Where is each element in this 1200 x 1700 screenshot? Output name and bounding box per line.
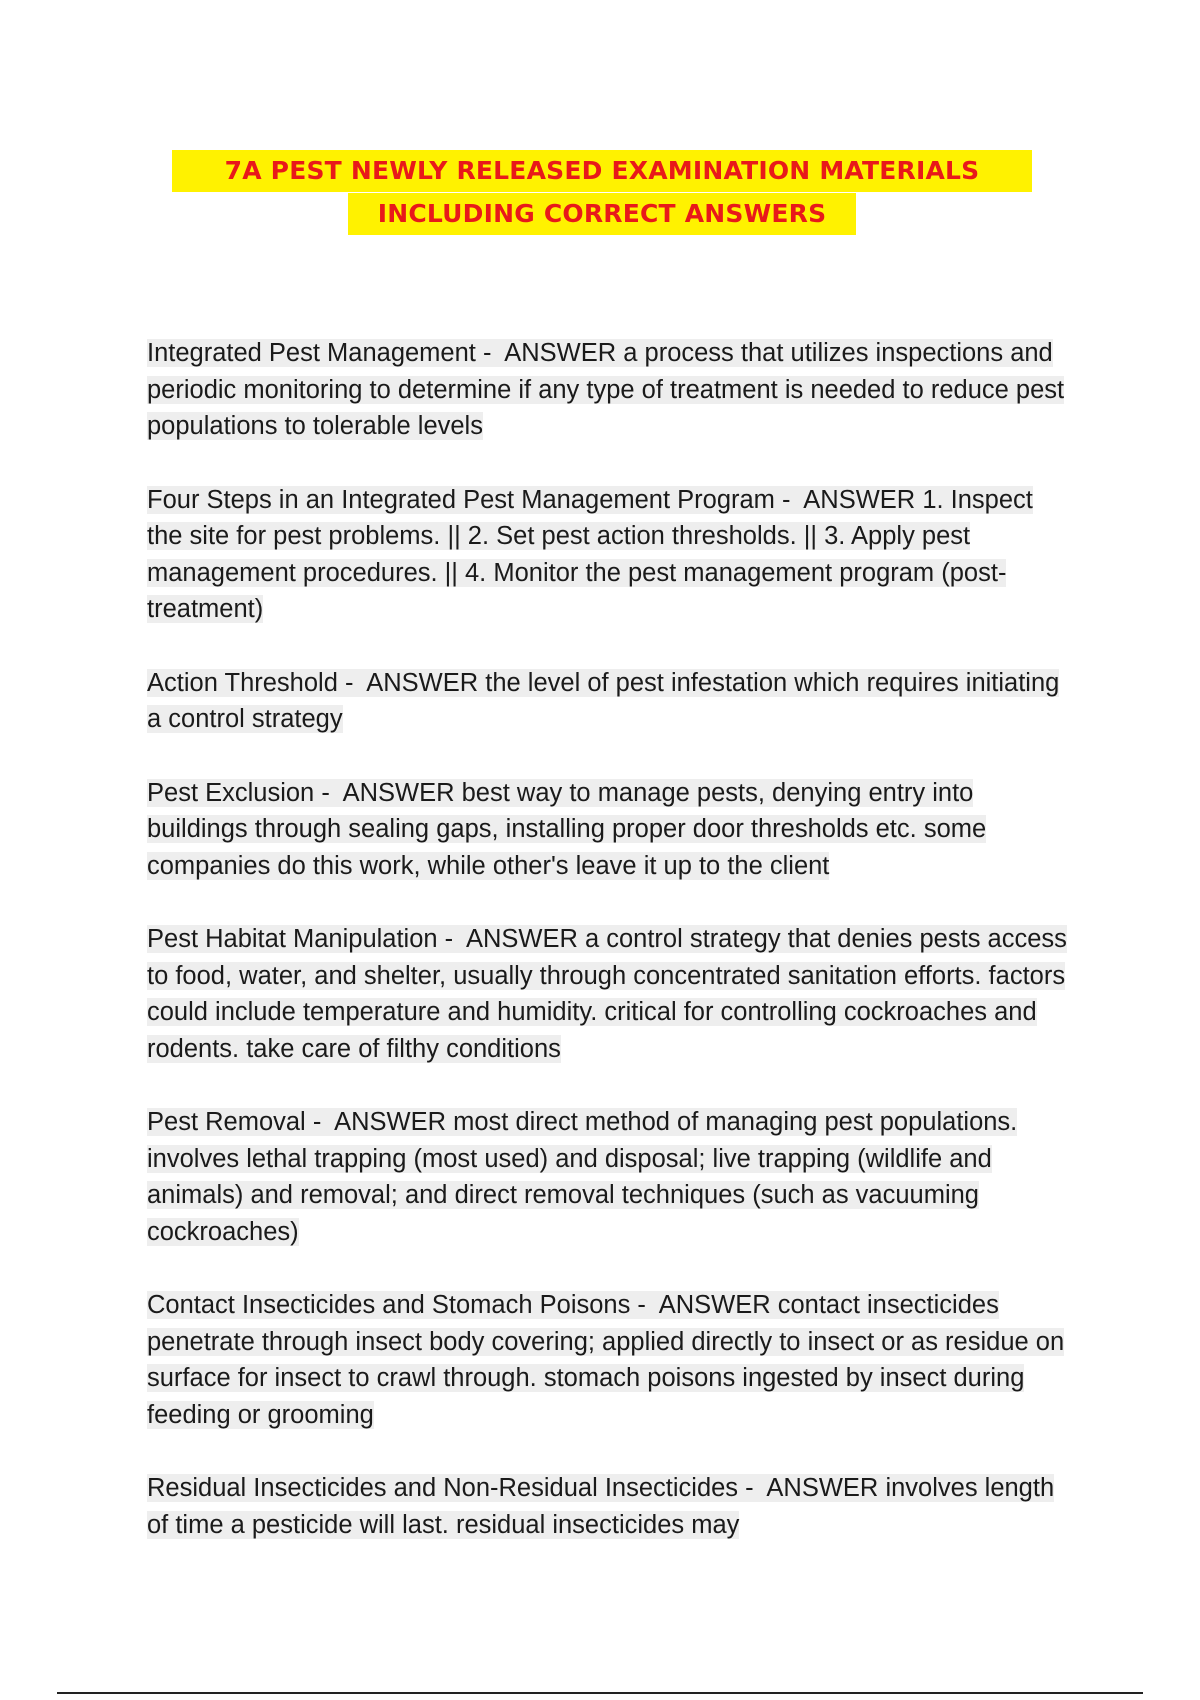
qa-answer-marker: ANSWER — [366, 668, 479, 697]
qa-answer-marker: ANSWER — [342, 778, 455, 807]
qa-answer: a control strategy that denies pests access to food, water, and shelter, usually through concentrated sanitation efforts. factors could include temperature and humidity. critical for controlling cockroaches and rodents. take care of filthy conditions — [147, 925, 1067, 1063]
qa-answer: 1. Inspect the site for pest problems. || 2. Set pest action thresholds. || 3. Apply pest management procedures. || 4. Monitor the pest management program (post-treatment) — [147, 485, 1033, 623]
qa-answer: the level of pest infestation which requires initiating a control strategy — [147, 668, 1060, 733]
qa-answer-marker: ANSWER — [465, 925, 578, 953]
qa-list — [147, 335, 1067, 1580]
qa-term: Integrated Pest Management — [147, 339, 476, 367]
qa-answer: a process that utilizes inspections and periodic monitoring to determine if any type of treatment is needed to reduce pest populations to tolerable levels — [147, 339, 1065, 440]
qa-item-contact-insecticides — [147, 1287, 1067, 1433]
qa-item-pest-exclusion — [147, 775, 1067, 885]
qa-term: Residual Insecticides and Non-Residual Insecticides — [147, 1474, 739, 1502]
qa-term: Pest Removal — [147, 1108, 306, 1136]
qa-separator: - — [314, 778, 343, 807]
qa-answer-marker: ANSWER — [334, 1108, 447, 1136]
qa-item-pest-removal — [147, 1104, 1067, 1250]
qa-term: Four Steps in an Integrated Pest Management Program — [147, 485, 775, 514]
qa-term: Action Threshold — [147, 668, 338, 697]
qa-term: Pest Exclusion — [147, 778, 315, 807]
qa-term: Pest Habitat Manipulation — [147, 925, 438, 953]
qa-answer: most direct method of managing pest populations. involves lethal trapping (most used) and disposal; live trapping (wildlife and animals) and removal; and direct removal techniques (such as vacuuming cockroaches) — [147, 1108, 1018, 1246]
qa-item-four-steps — [147, 482, 1067, 628]
qa-item-action-threshold — [147, 665, 1067, 738]
qa-term: Contact Insecticides and Stomach Poisons — [147, 1291, 631, 1319]
qa-separator: - — [437, 925, 466, 953]
qa-answer: contact insecticides penetrate through insect body covering; applied directly to insect or as residue on surface for insect to crawl through. stomach poisons ingested by insect during feeding or grooming — [147, 1291, 1065, 1429]
qa-answer-marker: ANSWER — [766, 1474, 879, 1502]
qa-separator: - — [774, 485, 804, 514]
qa-answer-marker: ANSWER — [504, 339, 617, 367]
page-bottom-rule — [57, 1692, 1143, 1694]
qa-answer: involves length of time a pesticide will last. residual insecticides may — [147, 1474, 1055, 1539]
qa-item-pest-habitat-manipulation — [147, 921, 1067, 1067]
qa-item-integrated-pest-management — [147, 335, 1067, 445]
qa-answer: best way to manage pests, denying entry into buildings through sealing gaps, installing proper door thresholds etc. some companies do this work, while other's leave it up to the client — [147, 778, 987, 880]
qa-answer-marker: ANSWER — [803, 485, 916, 514]
qa-item-residual-insecticides — [147, 1470, 1067, 1543]
qa-answer-marker: ANSWER — [658, 1291, 771, 1319]
qa-separator: - — [630, 1291, 659, 1319]
qa-separator: - — [738, 1474, 767, 1502]
qa-separator: - — [337, 668, 367, 697]
qa-separator: - — [305, 1108, 335, 1136]
title-line-2: INCLUDING CORRECT ANSWERS — [348, 193, 856, 235]
title-line-1: 7A PEST NEWLY RELEASED EXAMINATION MATERIALS — [172, 150, 1032, 192]
qa-separator: - — [475, 339, 505, 367]
